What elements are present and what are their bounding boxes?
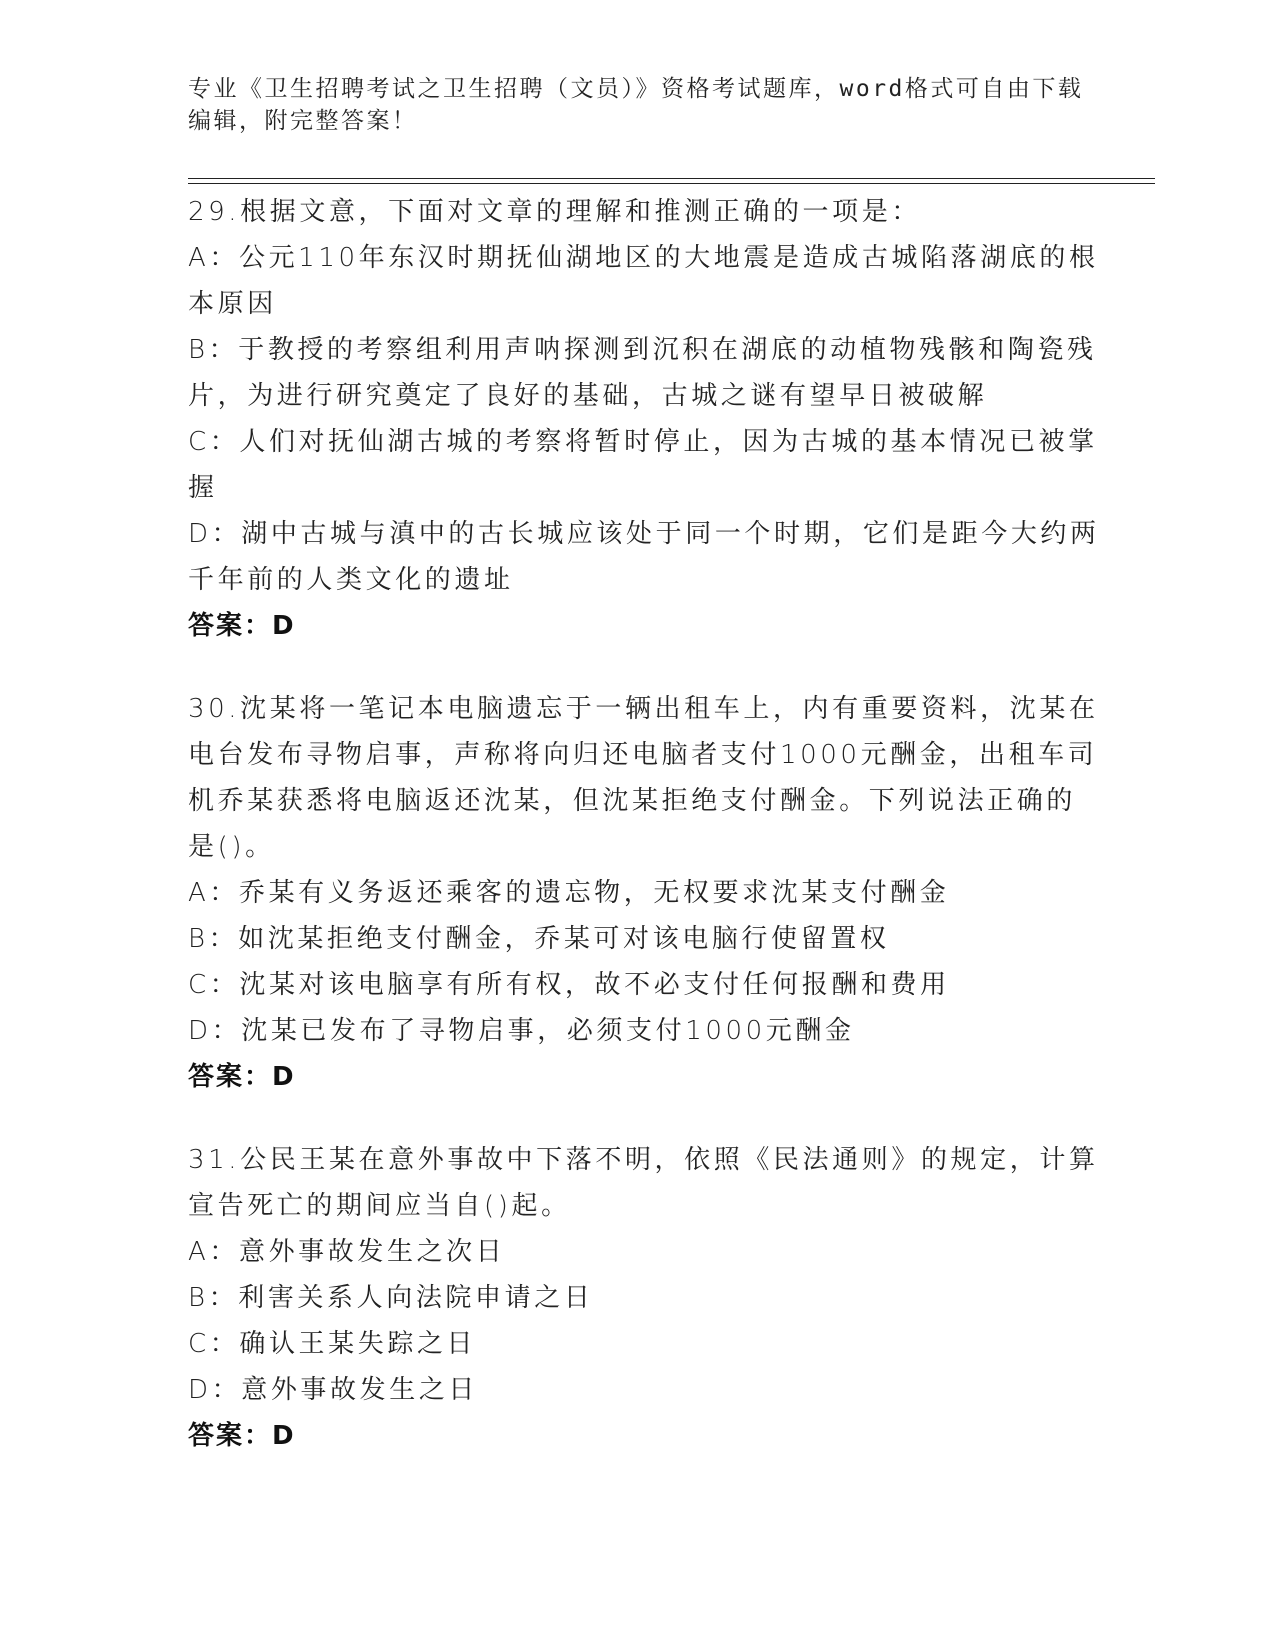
option-line: D：意外事故发生之日 bbox=[188, 1375, 479, 1405]
option-d bbox=[188, 1367, 1078, 1413]
answer-label: 答案：D bbox=[188, 1421, 296, 1451]
option-line: C：确认王某失踪之日 bbox=[188, 1329, 477, 1359]
header-line: 专业《卫生招聘考试之卫生招聘（文员）》资格考试题库，word格式可自由下载 bbox=[188, 76, 1084, 102]
option-line: B：利害关系人向法院申请之日 bbox=[188, 1283, 594, 1313]
question-list bbox=[188, 189, 1100, 1496]
header-divider-bottom bbox=[188, 183, 1155, 184]
stem-line: 30.沈某将一笔记本电脑遗忘于一辆出租车上，内有重要资料，沈某在 bbox=[188, 694, 1099, 724]
option-line: A：乔某有义务返还乘客的遗忘物，无权要求沈某支付酬金 bbox=[188, 878, 950, 908]
option-line: A：意外事故发生之次日 bbox=[188, 1237, 506, 1267]
option-a bbox=[188, 235, 1099, 327]
question-stem bbox=[188, 1137, 1099, 1229]
answer-label: 答案：D bbox=[188, 1062, 296, 1092]
option-b bbox=[188, 327, 1097, 419]
option-line: 千年前的人类文化的遗址 bbox=[188, 565, 514, 595]
question-stem bbox=[188, 686, 1099, 870]
answer-label: 答案：D bbox=[188, 611, 296, 641]
question-stem bbox=[188, 189, 1078, 235]
header-line: 编辑，附完整答案！ bbox=[188, 108, 418, 134]
question-30 bbox=[188, 686, 1099, 1100]
stem-line: 31.公民王某在意外事故中下落不明，依照《民法通则》的规定，计算 bbox=[188, 1145, 1099, 1175]
stem-line: 电台发布寻物启事，声称将向归还电脑者支付1000元酬金，出租车司 bbox=[188, 740, 1098, 770]
page-header bbox=[188, 73, 1084, 137]
stem-line: 机乔某获悉将电脑返还沈某，但沈某拒绝支付酬金。下列说法正确的 bbox=[188, 786, 1077, 816]
question-29 bbox=[188, 189, 1100, 649]
option-line: B：于教授的考察组利用声呐探测到沉积在湖底的动植物残骸和陶瓷残 bbox=[188, 335, 1097, 365]
option-d bbox=[188, 1008, 1078, 1054]
option-line: A：公元110年东汉时期抚仙湖地区的大地震是造成古城陷落湖底的根 bbox=[188, 243, 1099, 273]
header-divider-top bbox=[188, 178, 1155, 179]
stem-line: 宣告死亡的期间应当自()起。 bbox=[188, 1191, 571, 1221]
option-b bbox=[188, 1275, 1078, 1321]
option-line: 片，为进行研究奠定了良好的基础，古城之谜有望早日被破解 bbox=[188, 381, 988, 411]
option-line: 握 bbox=[188, 473, 218, 503]
option-line: C：沈某对该电脑享有所有权，故不必支付任何报酬和费用 bbox=[188, 970, 950, 1000]
option-b bbox=[188, 916, 1078, 962]
question-31 bbox=[188, 1137, 1099, 1459]
option-line: D：湖中古城与滇中的古长城应该处于同一个时期，它们是距今大约两 bbox=[188, 519, 1100, 549]
stem-line: 29.根据文意，下面对文章的理解和推测正确的一项是： bbox=[188, 197, 921, 227]
option-c bbox=[188, 1321, 1078, 1367]
stem-line: 是()。 bbox=[188, 832, 275, 862]
option-line: 本原因 bbox=[188, 289, 277, 319]
option-a bbox=[188, 1229, 1078, 1275]
option-c bbox=[188, 962, 1078, 1008]
option-line: C：人们对抚仙湖古城的考察将暂时停止，因为古城的基本情况已被掌 bbox=[188, 427, 1098, 457]
option-c bbox=[188, 419, 1098, 511]
option-d bbox=[188, 511, 1100, 603]
option-line: B：如沈某拒绝支付酬金，乔某可对该电脑行使留置权 bbox=[188, 924, 890, 954]
option-a bbox=[188, 870, 1078, 916]
option-line: D：沈某已发布了寻物启事，必须支付1000元酬金 bbox=[188, 1016, 855, 1046]
